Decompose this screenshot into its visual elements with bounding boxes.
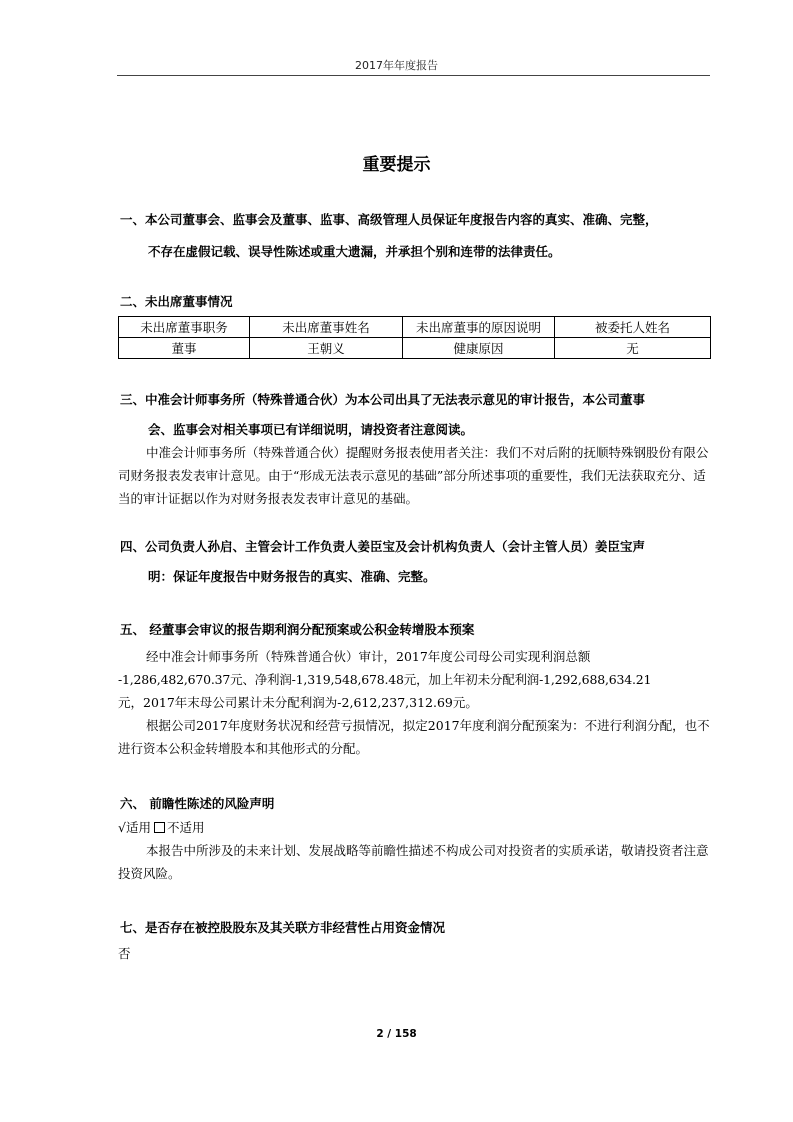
absent-directors-table xyxy=(118,316,711,359)
applicability-options xyxy=(118,816,712,839)
section-7-title: 七、是否存在被控股股东及其关联方非经营性占用资金情况 xyxy=(120,920,446,935)
header-divider xyxy=(117,75,710,76)
section-6-body xyxy=(118,816,712,885)
section-3-body xyxy=(118,441,712,510)
section-7-body xyxy=(118,942,712,965)
table-row xyxy=(119,338,711,359)
profit-line-2: -1,286,482,670.37元、净利润-1,319,548,678.48元，加上年初未分配利润-1,292,688,634.21 xyxy=(118,672,652,687)
applicable-checked: √适用 xyxy=(118,820,151,835)
table-header-row xyxy=(119,317,711,338)
section-4-line-2: 明：保证年度报告中财务报告的真实、准确、完整。 xyxy=(148,569,436,584)
section-5-title: 五、 经董事会审议的报告期利润分配预案或公积金转增股本预案 xyxy=(120,622,475,637)
table-header-cell: 未出席董事职务 xyxy=(119,317,250,338)
running-header: 2017年年度报告 xyxy=(355,59,438,72)
table-header-cell: 未出席董事的原因说明 xyxy=(403,317,555,338)
section-1-line-1: 一、本公司董事会、监事会及董事、监事、高级管理人员保证年度报告内容的真实、准确、完整， xyxy=(120,212,658,227)
distribution-plan-paragraph: 根据公司2017年度财务状况和经营亏损情况，拟定2017年度利润分配预案为：不进行利润分配，也不进行资本公积金转增股本和其他形式的分配。 xyxy=(118,718,710,756)
unchecked-box-icon xyxy=(154,822,165,833)
profit-line-1: 经中准会计师事务所（特殊普通合伙）审计，2017年度公司母公司实现利润总额 xyxy=(146,649,591,664)
audit-notice-paragraph: 中准会计师事务所（特殊普通合伙）提醒财务报表使用者关注：我们不对后附的抚顺特殊钢股份有限公司财务报表发表审计意见。由于“形成无法表示意见的基础”部分所述事项的重要性，我们无法获取充分、适当的审计证据以作为对财务报表发表审计意见的基础。 xyxy=(118,445,709,506)
section-1-line-2: 不存在虚假记载、误导性陈述或重大遗漏，并承担个别和连带的法律责任。 xyxy=(148,244,561,259)
table-header-cell: 未出席董事姓名 xyxy=(250,317,403,338)
section-2-title: 二、未出席董事情况 xyxy=(120,294,233,309)
section-7-answer: 否 xyxy=(118,946,131,961)
not-applicable-label: 不适用 xyxy=(166,820,205,835)
table-header-cell: 被委托人姓名 xyxy=(555,317,711,338)
section-5-body xyxy=(118,645,712,760)
section-6-title: 六、 前瞻性陈述的风险声明 xyxy=(120,796,275,811)
risk-statement-paragraph: 本报告中所涉及的未来计划、发展战略等前瞻性描述不构成公司对投资者的实质承诺，敬请投资者注意投资风险。 xyxy=(118,843,709,881)
profit-line-3: 元，2017年末母公司累计未分配利润为-2,612,237,312.69元。 xyxy=(118,695,478,710)
section-3-line-1: 三、中准会计师事务所（特殊普通合伙）为本公司出具了无法表示意见的审计报告，本公司董事 xyxy=(120,392,646,407)
page-number: 2 / 158 xyxy=(376,1028,417,1040)
table-cell: 王朝义 xyxy=(250,338,403,359)
page-title: 重要提示 xyxy=(362,155,431,175)
table-cell: 健康原因 xyxy=(403,338,555,359)
section-3-line-2: 会、监事会对相关事项已有详细说明，请投资者注意阅读。 xyxy=(148,422,474,437)
table-cell: 无 xyxy=(555,338,711,359)
section-4-line-1: 四、公司负责人孙启、主管会计工作负责人姜臣宝及会计机构负责人（会计主管人员）姜臣宝声 xyxy=(120,539,646,554)
table-cell: 董事 xyxy=(119,338,250,359)
